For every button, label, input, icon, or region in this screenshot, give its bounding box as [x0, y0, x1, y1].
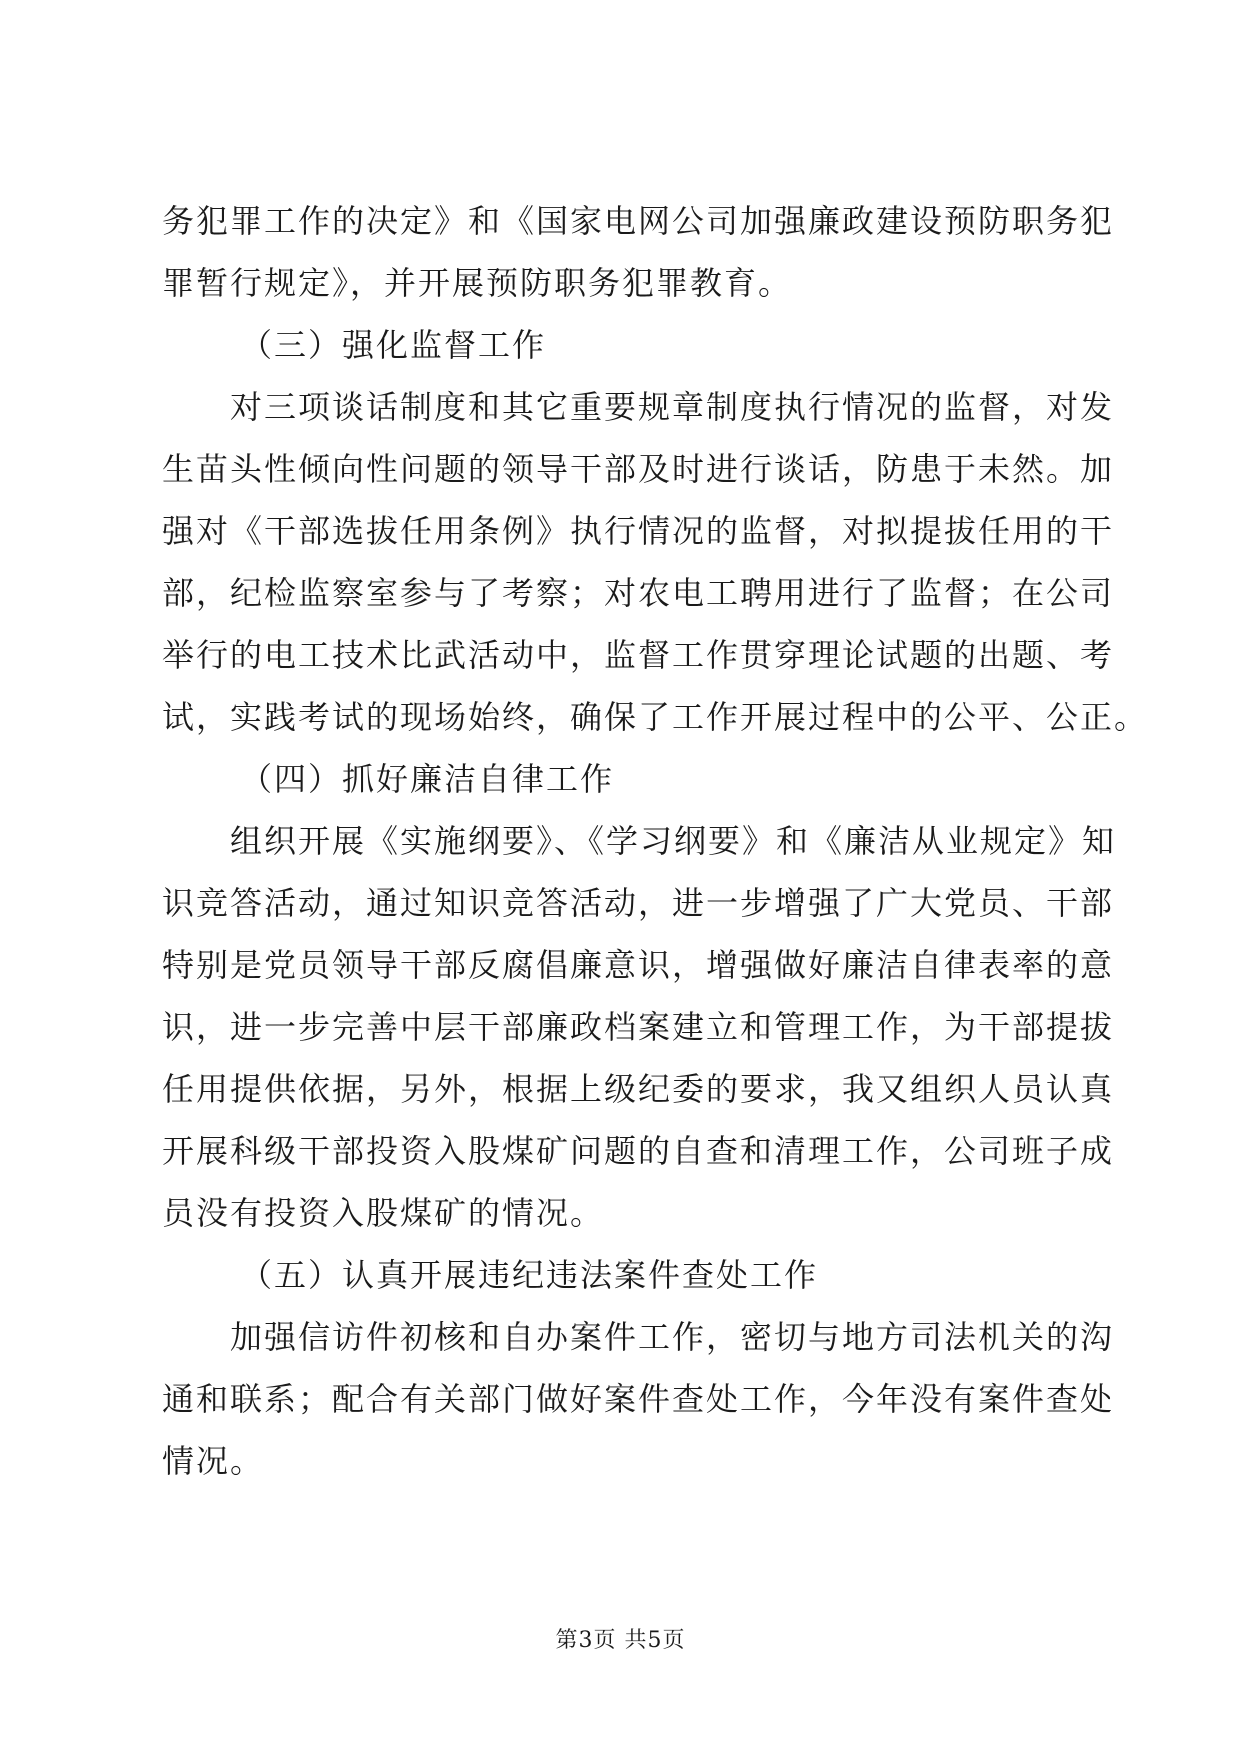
section-heading: （四）抓好廉洁自律工作: [240, 760, 615, 798]
paragraph-first-line: 加强信访件初核和自办案件工作，密切与地方司法机关的沟: [230, 1318, 1115, 1356]
text-line: 开展科级干部投资入股煤矿问题的自查和清理工作，公司班子成: [162, 1132, 1115, 1170]
text-line: 举行的电工技术比武活动中，监督工作贯穿理论试题的出题、考: [162, 636, 1115, 674]
page-number-footer: 第3页 共5页: [555, 1628, 686, 1653]
text-line: 任用提供依据，另外，根据上级纪委的要求，我又组织人员认真: [162, 1070, 1115, 1108]
section-heading: （五）认真开展违纪违法案件查处工作: [240, 1256, 819, 1294]
section-heading: （三）强化监督工作: [240, 326, 547, 364]
text-line: 识竞答活动，通过知识竞答活动，进一步增强了广大党员、干部: [162, 884, 1115, 922]
text-line: 试，实践考试的现场始终，确保了工作开展过程中的公平、公正。: [162, 698, 1149, 736]
text-line: 识，进一步完善中层干部廉政档案建立和管理工作，为干部提拔: [162, 1008, 1115, 1046]
text-line: 情况。: [162, 1442, 265, 1480]
paragraph-first-line: 组织开展《实施纲要》、《学习纲要》和《廉洁从业规定》知: [230, 822, 1117, 860]
text-line: 强对《干部选拔任用条例》执行情况的监督，对拟提拔任用的干: [162, 512, 1115, 550]
document-body: [162, 190, 1149, 1492]
text-line: 罪暂行规定》，并开展预防职务犯罪教育。: [162, 264, 793, 302]
text-line: 务犯罪工作的决定》和《国家电网公司加强廉政建设预防职务犯: [162, 202, 1115, 240]
text-line: 部，纪检监察室参与了考察；对农电工聘用进行了监督；在公司: [162, 574, 1115, 612]
text-line: 生苗头性倾向性问题的领导干部及时进行谈话，防患于未然。加: [162, 450, 1115, 488]
paragraph-first-line: 对三项谈话制度和其它重要规章制度执行情况的监督，对发: [230, 388, 1115, 426]
text-line: 特别是党员领导干部反腐倡廉意识，增强做好廉洁自律表率的意: [162, 946, 1115, 984]
text-line: 员没有投资入股煤矿的情况。: [162, 1194, 605, 1232]
text-line: 通和联系；配合有关部门做好案件查处工作，今年没有案件查处: [162, 1380, 1115, 1418]
